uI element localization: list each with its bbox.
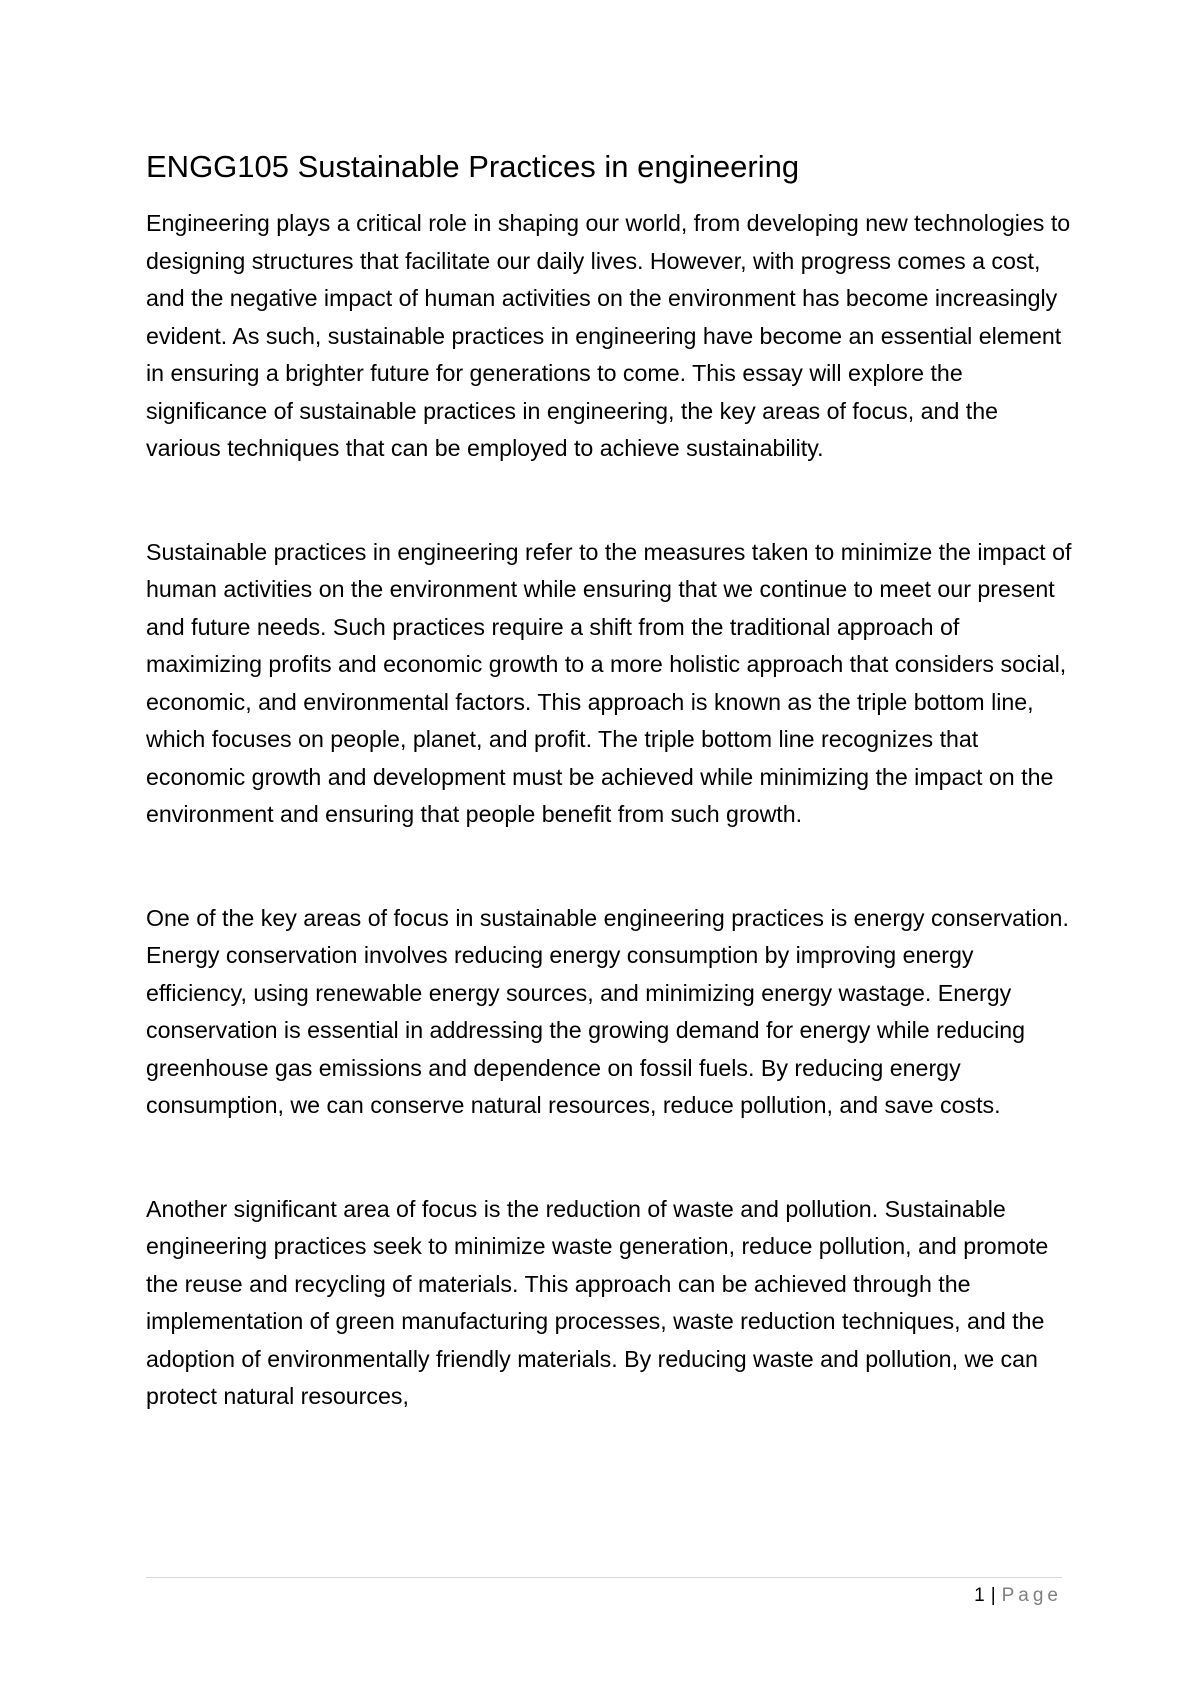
document-title: ENGG105 Sustainable Practices in engineering <box>146 149 800 184</box>
document-body <box>146 146 1076 1416</box>
page-footer <box>974 1584 1062 1608</box>
paragraph-spacer <box>146 834 1076 900</box>
paragraph-spacer <box>146 1125 1076 1191</box>
page-label: Page <box>1001 1585 1062 1606</box>
paragraph-energy-conservation: One of the key areas of focus in sustainable engineering practices is energy conservation. Energy conservation involves reducing energy consumption by improving energy efficiency, using renewable energy sources, and minimizing energy wastage. Energy conservation is essential in addressing the growing demand for energy while reducing greenhouse gas emissions and dependence on fossil fuels. By reducing energy consumption, we can conserve natural resources, reduce pollution, and save costs. <box>146 904 1069 1118</box>
paragraph-spacer <box>146 468 1076 534</box>
paragraph-introduction: Engineering plays a critical role in shaping our world, from developing new technologies to designing structures that facilitate our daily lives. However, with progress comes a cost, and the negative impact of human activities on the environment has become increasingly evident. As such, sustainable practices in engineering have become an essential element in ensuring a brighter future for generations to come. This essay will explore the significance of sustainable practices in engineering, the key areas of focus, and the various techniques that can be employed to achieve sustainability. <box>146 210 1071 461</box>
paragraph-definition: Sustainable practices in engineering refer to the measures taken to minimize the impact of human activities on the environment while ensuring that we continue to meet our present and future needs. Such practices require a shift from the traditional approach of maximizing profits and economic growth to a more holistic approach that considers social, economic, and environmental factors. This approach is known as the triple bottom line, which focuses on people, planet, and profit. The triple bottom line recognizes that economic growth and development must be achieved while minimizing the impact on the environment and ensuring that people benefit from such growth. <box>146 538 1072 827</box>
page-number: 1 <box>974 1585 985 1606</box>
footer-divider <box>146 1577 1062 1578</box>
footer-separator: | <box>990 1585 996 1606</box>
paragraph-waste-reduction: Another significant area of focus is the reduction of waste and pollution. Sustainable engineering practices seek to minimize waste generation, reduce pollution, and promote the reuse and recycling of materials. This approach can be achieved through the implementation of green manufacturing processes, waste reduction techniques, and the adoption of environmentally friendly materials. By reducing waste and pollution, we can protect natural resources, <box>146 1195 1049 1409</box>
